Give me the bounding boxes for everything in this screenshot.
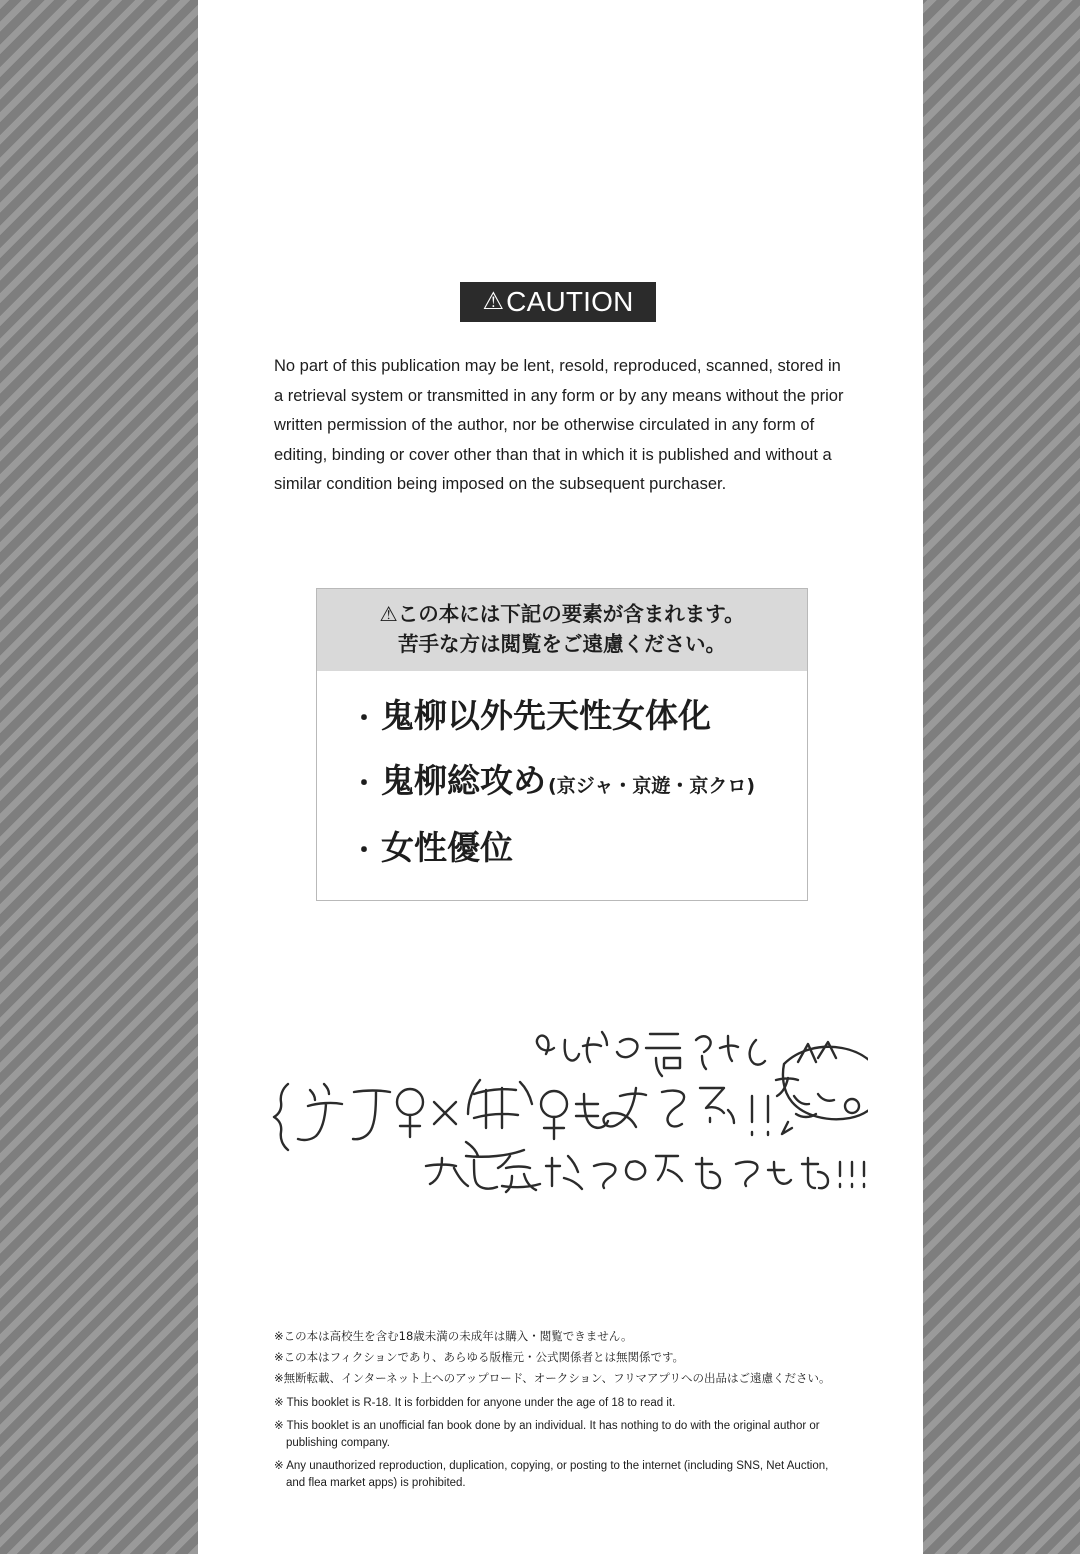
footnotes bbox=[274, 1326, 854, 1492]
footnote-en bbox=[274, 1395, 854, 1412]
list-item bbox=[317, 825, 807, 874]
bullet-icon: ・ bbox=[351, 704, 378, 734]
list-item bbox=[317, 693, 807, 742]
content-warning-header-line-1: ⚠この本には下記の要素が含まれます。 bbox=[379, 602, 745, 626]
footnote-jp: ※無断転載、インターネット上へのアップロード、オークション、フリマアプリへの出品はご遠慮ください。 bbox=[274, 1371, 831, 1385]
list-item bbox=[317, 758, 807, 809]
footnote-en-line: ※ This booklet is R-18. It is forbidden for anyone under the age of 18 to read it. bbox=[274, 1397, 676, 1409]
list-item-label: 鬼柳総攻め bbox=[381, 761, 547, 800]
page-content bbox=[198, 0, 923, 1554]
content-warning-box bbox=[316, 588, 808, 901]
copyright-paragraph: No part of this publication may be lent, resold, reproduced, scanned, stored in a retrieval system or transmitted in any form or by any means without the prior written permission of the author, nor be otherwise circulated in any form of editing, binding or cover other than that in which it is published and without a similar condition being imposed on the subsequent purchaser. bbox=[274, 357, 844, 493]
caution-banner bbox=[460, 282, 656, 322]
warning-triangle-icon: ⚠ bbox=[482, 288, 505, 315]
footnote-en-line-cont: publishing company. bbox=[286, 1437, 390, 1449]
footnote-jp: ※この本はフィクションであり、あらゆる版権元・公式関係者とは無関係です。 bbox=[274, 1350, 685, 1364]
footnote-en-line-cont: and flea market apps) is prohibited. bbox=[286, 1477, 466, 1489]
handwritten-doodle bbox=[258, 1018, 868, 1198]
footnote-en-line: ※ Any unauthorized reproduction, duplication, copying, or posting to the internet (including SNS, Net Auction, bbox=[274, 1460, 829, 1472]
footnote-jp: ※この本は高校生を含む18歳未満の未成年は購入・閲覧できません。 bbox=[274, 1329, 633, 1343]
footnote-en bbox=[274, 1458, 854, 1492]
footnote-en bbox=[274, 1418, 854, 1452]
content-warning-header bbox=[317, 589, 807, 671]
content-warning-list bbox=[317, 671, 807, 900]
bullet-icon: ・ bbox=[351, 769, 378, 799]
content-warning-header-line-2: 苦手な方は閲覧をご遠慮ください。 bbox=[398, 632, 726, 656]
list-item-note: (京ジャ・京遊・京クロ) bbox=[548, 775, 756, 797]
list-item-label: 女性優位 bbox=[381, 828, 514, 867]
footnote-en-line: ※ This booklet is an unofficial fan book done by an individual. It has nothing to do with the original author or bbox=[274, 1420, 820, 1432]
list-item-label: 鬼柳以外先天性女体化 bbox=[381, 696, 712, 735]
bullet-icon: ・ bbox=[351, 836, 378, 866]
caution-title: CAUTION bbox=[506, 286, 634, 317]
